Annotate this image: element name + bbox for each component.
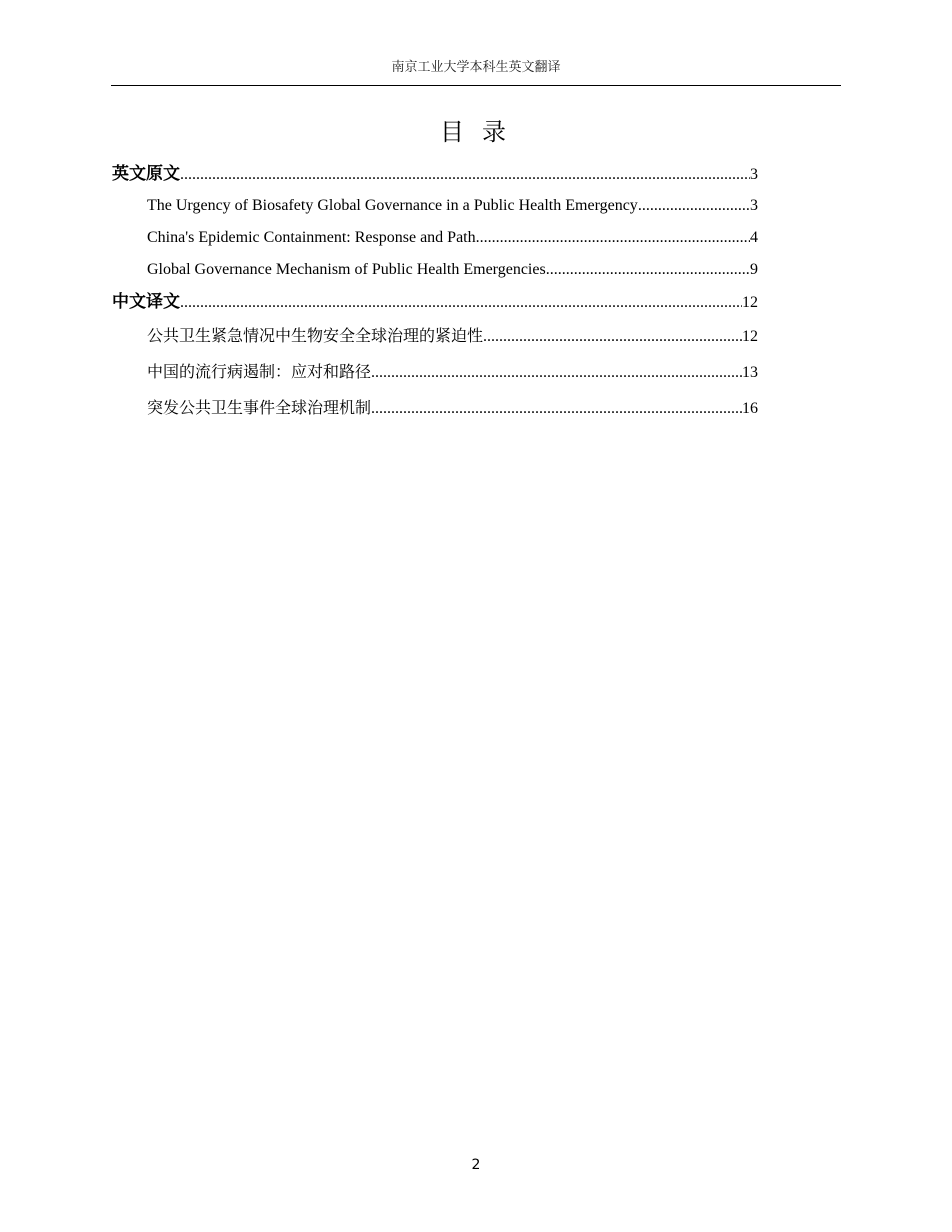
toc-entry-page: 3 (750, 166, 758, 183)
toc-entry-page: 12 (742, 294, 758, 311)
header-rule (111, 85, 841, 86)
toc-entry-page: 12 (742, 328, 758, 345)
toc-entry-label: 英文原文 (112, 164, 180, 184)
toc-entry[interactable] (112, 158, 758, 190)
table-of-contents (112, 158, 758, 426)
toc-entry[interactable] (112, 222, 758, 254)
toc-entry-label: China's Epidemic Containment: Response and Path (147, 229, 476, 246)
toc-leader-dots (180, 287, 742, 319)
toc-title: 目 录 (440, 120, 512, 146)
toc-entry-page: 16 (742, 400, 758, 417)
toc-entry[interactable] (112, 190, 758, 222)
toc-entry-label: 突发公共卫生事件全球治理机制 (147, 398, 372, 417)
toc-leader-dots (371, 355, 742, 391)
toc-entry-label: The Urgency of Biosafety Global Governance in a Public Health Emergency (147, 197, 638, 214)
toc-entry[interactable] (112, 254, 758, 286)
toc-leader-dots (476, 222, 750, 254)
toc-entry[interactable] (112, 318, 758, 354)
toc-leader-dots (546, 254, 750, 286)
toc-entry-page: 4 (750, 229, 758, 246)
toc-entry[interactable] (112, 390, 758, 426)
toc-leader-dots (371, 391, 742, 427)
toc-entry[interactable] (112, 354, 758, 390)
toc-leader-dots (483, 319, 742, 355)
toc-entry-label: 中文译文 (112, 292, 180, 312)
toc-leader-dots (180, 159, 750, 191)
toc-entry-label: Global Governance Mechanism of Public Health Emergencies (147, 261, 546, 278)
toc-entry[interactable] (112, 286, 758, 318)
running-header: 南京工业大学本科生英文翻译 (391, 59, 561, 74)
toc-entry-page: 9 (750, 261, 758, 278)
toc-leader-dots (638, 190, 750, 222)
page-number: 2 (471, 1157, 481, 1173)
toc-entry-label: 公共卫生紧急情况中生物安全全球治理的紧迫性 (147, 326, 484, 345)
toc-entry-page: 3 (750, 197, 758, 214)
toc-entry-page: 13 (742, 364, 758, 381)
toc-entry-label: 中国的流行病遏制：应对和路径 (147, 362, 372, 381)
